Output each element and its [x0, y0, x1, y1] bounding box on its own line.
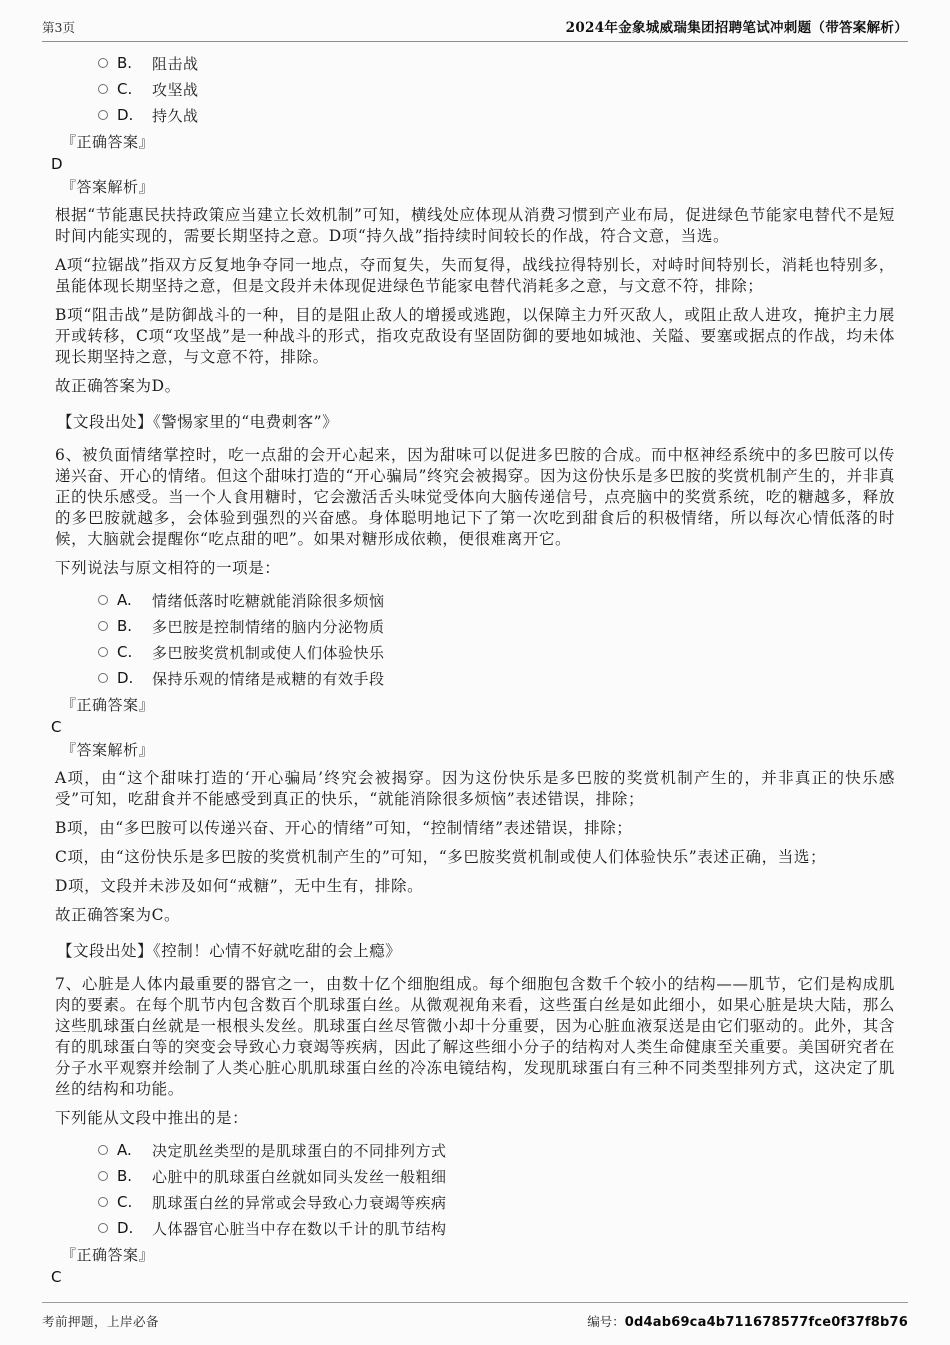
option-text: 多巴胺是控制情绪的脑内分泌物质 — [152, 617, 385, 636]
correct-answer-label: 『正确答案』 — [61, 696, 155, 714]
analysis-label: 『答案解析』 — [61, 178, 155, 196]
option-letter: A. — [117, 591, 132, 609]
option-letter: C. — [117, 643, 133, 661]
option-row[interactable] — [55, 613, 895, 639]
explanation-paragraph: 下列说法与原文相符的一项是： — [55, 559, 281, 577]
analysis-label: 『答案解析』 — [61, 741, 155, 759]
option-row[interactable] — [55, 639, 895, 665]
option-text: 多巴胺奖赏机制或使人们体验快乐 — [152, 643, 385, 662]
doc-id-value: 0d4ab69ca4b711678577fce0f37f8b76 — [624, 1315, 908, 1330]
option-row[interactable] — [55, 1163, 895, 1189]
answer-value: D — [51, 155, 63, 173]
radio-icon[interactable] — [98, 673, 108, 683]
option-row[interactable] — [55, 587, 895, 613]
explanation-paragraph: A项，由“这个甜味打造的‘开心骗局’终究会被揭穿。因为这份快乐是多巴胺的奖赏机制产生的，并非真正的快乐感受”可知，吃甜食并不能感受到真正的快乐，“就能消除很多烦恼”表述错误，排除； — [55, 769, 895, 808]
question-text: 7、心脏是人体内最重要的器官之一，由数十亿个细胞组成。每个细胞包含数千个较小的结构——肌节，它们是构成肌肉的要素。在每个肌节内包含数百个肌球蛋白丝。从微观视角来看，这些蛋白丝是如此细小，如果心脏是块大陆，那么这些肌球蛋白丝就是一根根头发丝。肌球蛋白丝尽管微小却十分重要，因为心脏血液泵送是由它们驱动的。此外，其含有的肌球蛋白等的突变会导致心力衰竭等疾病，因此了解这些细小分子的结构对人类生命健康至关重要。美国研究者在分子水平观察并绘制了人类心脏心肌肌球蛋白丝的冷冻电镜结构，发现肌球蛋白有三种不同类型排列方式，这决定了肌丝的结构和功能。 — [55, 975, 895, 1098]
document-body — [51, 46, 895, 1287]
radio-icon[interactable] — [98, 1223, 108, 1233]
option-letter: B. — [117, 1167, 133, 1185]
page-header — [42, 16, 908, 42]
option-text: 心脏中的肌球蛋白丝就如同头发丝一般粗细 — [152, 1167, 447, 1186]
option-text: 保持乐观的情绪是戒糖的有效手段 — [152, 669, 385, 688]
doc-id — [587, 1312, 908, 1330]
option-text: 决定肌丝类型的是肌球蛋白的不同排列方式 — [152, 1141, 447, 1160]
question-text: 6、被负面情绪掌控时，吃一点甜的会开心起来，因为甜味可以促进多巴胺的合成。而中枢神经系统中的多巴胺可以传递兴奋、开心的情绪。但这个甜味打造的“开心骗局”终究会被揭穿。因为这份快乐是多巴胺的奖赏机制产生的，并非真正的快乐感受。当一个人食用糖时，它会激活舌头味觉受体向大脑传递信号，点亮脑中的奖赏系统，吃的糖越多，释放的多巴胺就越多，会体验到强烈的兴奋感。身体聪明地记下了第一次吃到甜食后的积极情绪，所以每次心情低落的时候，大脑就会提醒你“吃点甜的吧”。如果对糖形成依赖，便很难离开它。 — [55, 446, 895, 548]
option-row[interactable] — [55, 1137, 895, 1163]
radio-icon[interactable] — [98, 595, 108, 605]
option-text: 持久战 — [152, 106, 199, 125]
option-row[interactable] — [55, 50, 895, 76]
radio-icon[interactable] — [98, 1171, 108, 1181]
doc-title: 2024年金象城威瑞集团招聘笔试冲刺题（带答案解析） — [565, 20, 908, 36]
explanation-paragraph: 下列能从文段中推出的是： — [55, 1109, 249, 1127]
page-number: 第3页 — [42, 20, 75, 35]
correct-answer-label: 『正确答案』 — [61, 133, 155, 151]
correct-answer-label: 『正确答案』 — [61, 1246, 155, 1264]
explanation-paragraph: 故正确答案为D。 — [55, 377, 181, 395]
radio-icon[interactable] — [98, 621, 108, 631]
option-text: 情绪低落时吃糖就能消除很多烦恼 — [152, 591, 385, 610]
answer-value: C — [51, 1268, 62, 1286]
radio-icon[interactable] — [98, 58, 108, 68]
radio-icon[interactable] — [98, 1197, 108, 1207]
options-group — [55, 587, 895, 691]
doc-id-label: 编号： — [587, 1314, 625, 1329]
source-line: 【文段出处】《警惕家里的“电费刺客”》 — [57, 413, 339, 431]
option-row[interactable] — [55, 102, 895, 128]
option-letter: D. — [117, 106, 134, 124]
footer-slogan: 考前押题，上岸必备 — [42, 1314, 160, 1329]
radio-icon[interactable] — [98, 647, 108, 657]
option-text: 肌球蛋白丝的异常或会导致心力衰竭等疾病 — [152, 1193, 447, 1212]
explanation-paragraph: 故正确答案为C。 — [55, 906, 181, 924]
radio-icon[interactable] — [98, 110, 108, 120]
source-line: 【文段出处】《控制！心情不好就吃甜的会上瘾》 — [57, 942, 402, 960]
option-letter: A. — [117, 1141, 132, 1159]
radio-icon[interactable] — [98, 1145, 108, 1155]
option-letter: C. — [117, 80, 133, 98]
option-letter: D. — [117, 669, 134, 687]
option-letter: B. — [117, 617, 133, 635]
options-group — [55, 1137, 895, 1241]
answer-value: C — [51, 718, 62, 736]
explanation-paragraph: A项“拉锯战”指双方反复地争夺同一地点，夺而复失，失而复得，战线拉得特别长，对峙时间特别长，消耗也特别多，虽能体现长期坚持之意，但是文段并未体现促进绿色节能家电替代消耗多之意，与文意不符，排除； — [55, 256, 895, 295]
option-text: 攻坚战 — [152, 80, 199, 99]
explanation-paragraph: C项，由“这份快乐是多巴胺的奖赏机制产生的”可知，“多巴胺奖赏机制或使人们体验快乐”表述正确，当选； — [55, 848, 827, 866]
option-row[interactable] — [55, 76, 895, 102]
option-row[interactable] — [55, 665, 895, 691]
option-letter: B. — [117, 54, 133, 72]
explanation-paragraph: B项，由“多巴胺可以传递兴奋、开心的情绪”可知，“控制情绪”表述错误，排除； — [55, 819, 633, 837]
option-letter: D. — [117, 1219, 134, 1237]
explanation-paragraph: 根据“节能惠民扶持政策应当建立长效机制”可知，横线处应体现从消费习惯到产业布局，促进绿色节能家电替代不是短时间内能实现的，需要长期坚持之意。D项“持久战”指持续时间较长的作战，符合文意，当选。 — [55, 206, 895, 245]
option-letter: C. — [117, 1193, 133, 1211]
option-text: 阻击战 — [152, 54, 199, 73]
radio-icon[interactable] — [98, 84, 108, 94]
page-footer — [42, 1302, 908, 1330]
option-text: 人体器官心脏当中存在数以千计的肌节结构 — [152, 1219, 447, 1238]
explanation-paragraph: D项，文段并未涉及如何“戒糖”，无中生有，排除。 — [55, 877, 424, 895]
option-row[interactable] — [55, 1189, 895, 1215]
options-group — [55, 50, 895, 128]
explanation-paragraph: B项“阻击战”是防御战斗的一种，目的是阻止敌人的增援或逃跑，以保障主力歼灭敌人，或阻止敌人进攻，掩护主力展开或转移，C项“攻坚战”是一种战斗的形式，指攻克敌设有坚固防御的要地如城池、关隘、要塞或据点的作战，均未体现长期坚持之意，与文意不符，排除。 — [55, 306, 895, 366]
option-row[interactable] — [55, 1215, 895, 1241]
